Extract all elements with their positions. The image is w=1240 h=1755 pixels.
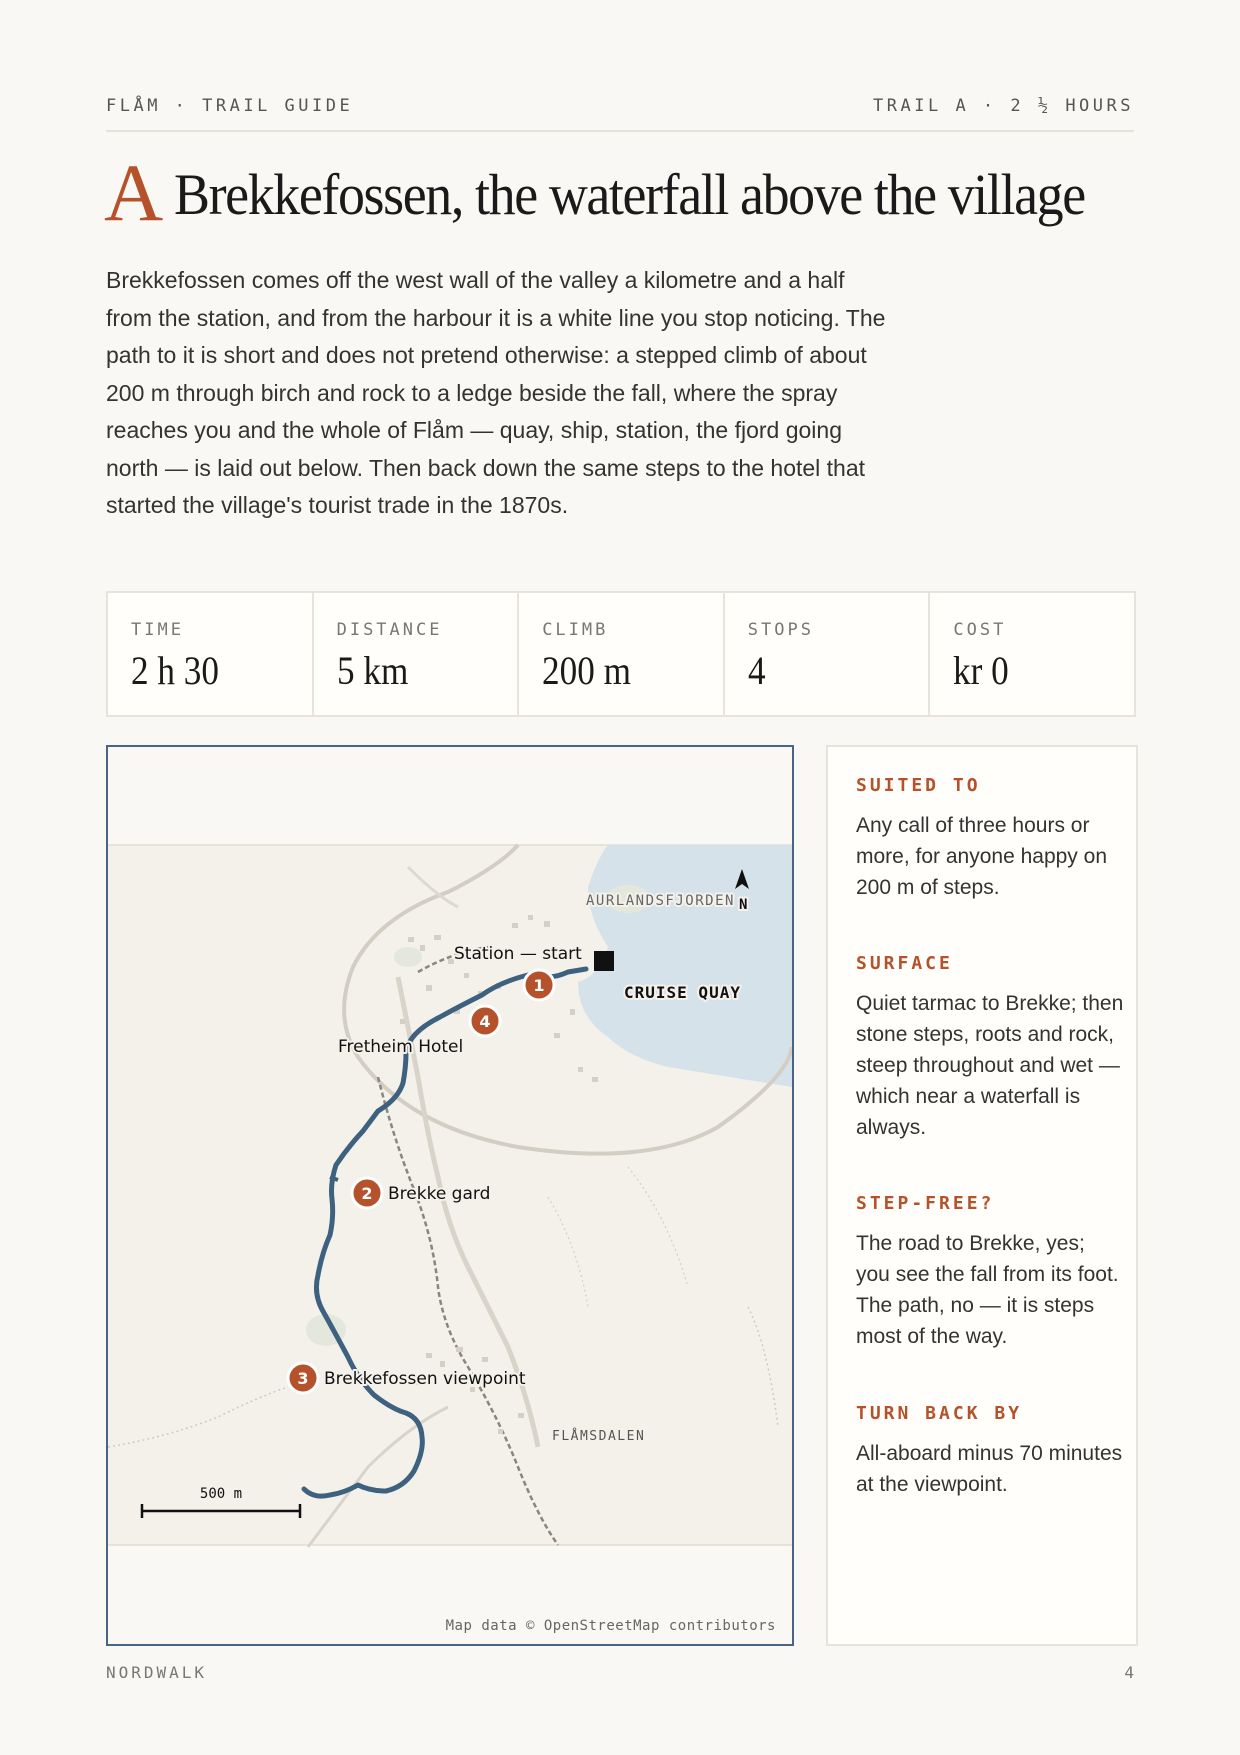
- page-header: [106, 96, 1134, 132]
- stop-number: 1: [533, 976, 545, 995]
- section-heading: SURFACE: [856, 953, 953, 974]
- surface-section: [856, 953, 1124, 1143]
- stat-climb: [519, 593, 725, 715]
- stop-3-label: Brekkefossen viewpoint: [324, 1369, 526, 1389]
- route-map[interactable]: [106, 745, 794, 1646]
- stat-stops: [725, 593, 931, 715]
- section-heading: TURN BACK BY: [856, 1403, 1023, 1424]
- section-text: All-aboard minus 70 minutes at the viewpoint.: [856, 1442, 1123, 1496]
- stat-label: COST: [953, 620, 1007, 640]
- trail-info-sidebar: [826, 745, 1138, 1646]
- step-free-section: [856, 1193, 1124, 1352]
- intro-paragraph: Brekkefossen comes off the west wall of the valley a kilometre and a half from the station, and from the harbour it is a white line you stop noticing. The path to it is short and does not pretend otherwise: a stepped climb of about 200 m through birch and rock to a ledge beside the fall, where the spray reaches you and the whole of Flåm — quay, ship, station, the fjord going north — is laid out below. Then back down the same steps to the hotel that started the village's tourist trade in the 1870s.: [106, 267, 886, 518]
- map-svg: [108, 747, 792, 1644]
- stat-label: DISTANCE: [336, 620, 443, 640]
- stop-marker-1[interactable]: [524, 970, 554, 1000]
- section-heading: STEP-FREE?: [856, 1193, 995, 1214]
- title-text: Brekkefossen, the waterfall above the village: [174, 162, 1085, 227]
- hotel-label: Fretheim Hotel: [338, 1037, 464, 1057]
- scale-label: 500 m: [199, 1486, 243, 1502]
- section-text: The road to Brekke, yes; you see the fall from its foot. The path, no — it is steps most of the way.: [856, 1232, 1119, 1348]
- stat-distance: [314, 593, 520, 715]
- stats-bar: [106, 591, 1136, 717]
- fjord-label: AURLANDSFJORDEN: [586, 893, 735, 909]
- stat-value: 5 km: [336, 648, 408, 693]
- stat-time: [108, 593, 314, 715]
- north-label: N: [739, 897, 748, 913]
- stop-2-label: Brekke gard: [388, 1184, 491, 1204]
- stat-cost: [930, 593, 1134, 715]
- stop-number: 2: [361, 1184, 373, 1203]
- map-credit: Map data © OpenStreetMap contributors: [445, 1618, 776, 1634]
- section-text: Quiet tarmac to Brekke; then stone steps, roots and rock, steep throughout and wet — which near a waterfall is always.: [856, 992, 1124, 1139]
- header-trail-info: TRAIL A · 2 ½ HOURS: [873, 96, 1134, 116]
- quay-label: CRUISE QUAY: [624, 983, 741, 1002]
- section-text: Any call of three hours or more, for anyone happy on 200 m of steps.: [856, 814, 1107, 899]
- valley-label: FLÅMSDALEN: [552, 1429, 646, 1444]
- header-section: FLÅM · TRAIL GUIDE: [106, 96, 354, 116]
- stat-value: kr 0: [953, 648, 1010, 693]
- station-label: Station — start: [454, 944, 582, 964]
- station-marker: [594, 951, 614, 971]
- stat-label: CLIMB: [542, 620, 609, 640]
- stat-value: 4: [747, 648, 766, 693]
- trail-letter: A: [104, 147, 164, 238]
- suited-to-section: [856, 775, 1124, 903]
- stop-marker-2[interactable]: [352, 1178, 382, 1208]
- page-title: [104, 147, 1144, 242]
- stat-label: STOPS: [747, 620, 814, 640]
- stat-label: TIME: [131, 620, 184, 640]
- stat-value: 2 h 30: [131, 648, 219, 693]
- turn-back-section: [856, 1403, 1124, 1500]
- section-heading: SUITED TO: [856, 775, 981, 796]
- stop-marker-4[interactable]: [470, 1006, 500, 1036]
- stat-value: 200 m: [542, 648, 632, 693]
- page-number: 4: [1124, 1663, 1134, 1682]
- footer-brand: NORDWALK: [106, 1663, 208, 1682]
- stop-marker-3[interactable]: [288, 1363, 318, 1393]
- stop-number: 4: [479, 1012, 491, 1031]
- stop-number: 3: [297, 1369, 309, 1388]
